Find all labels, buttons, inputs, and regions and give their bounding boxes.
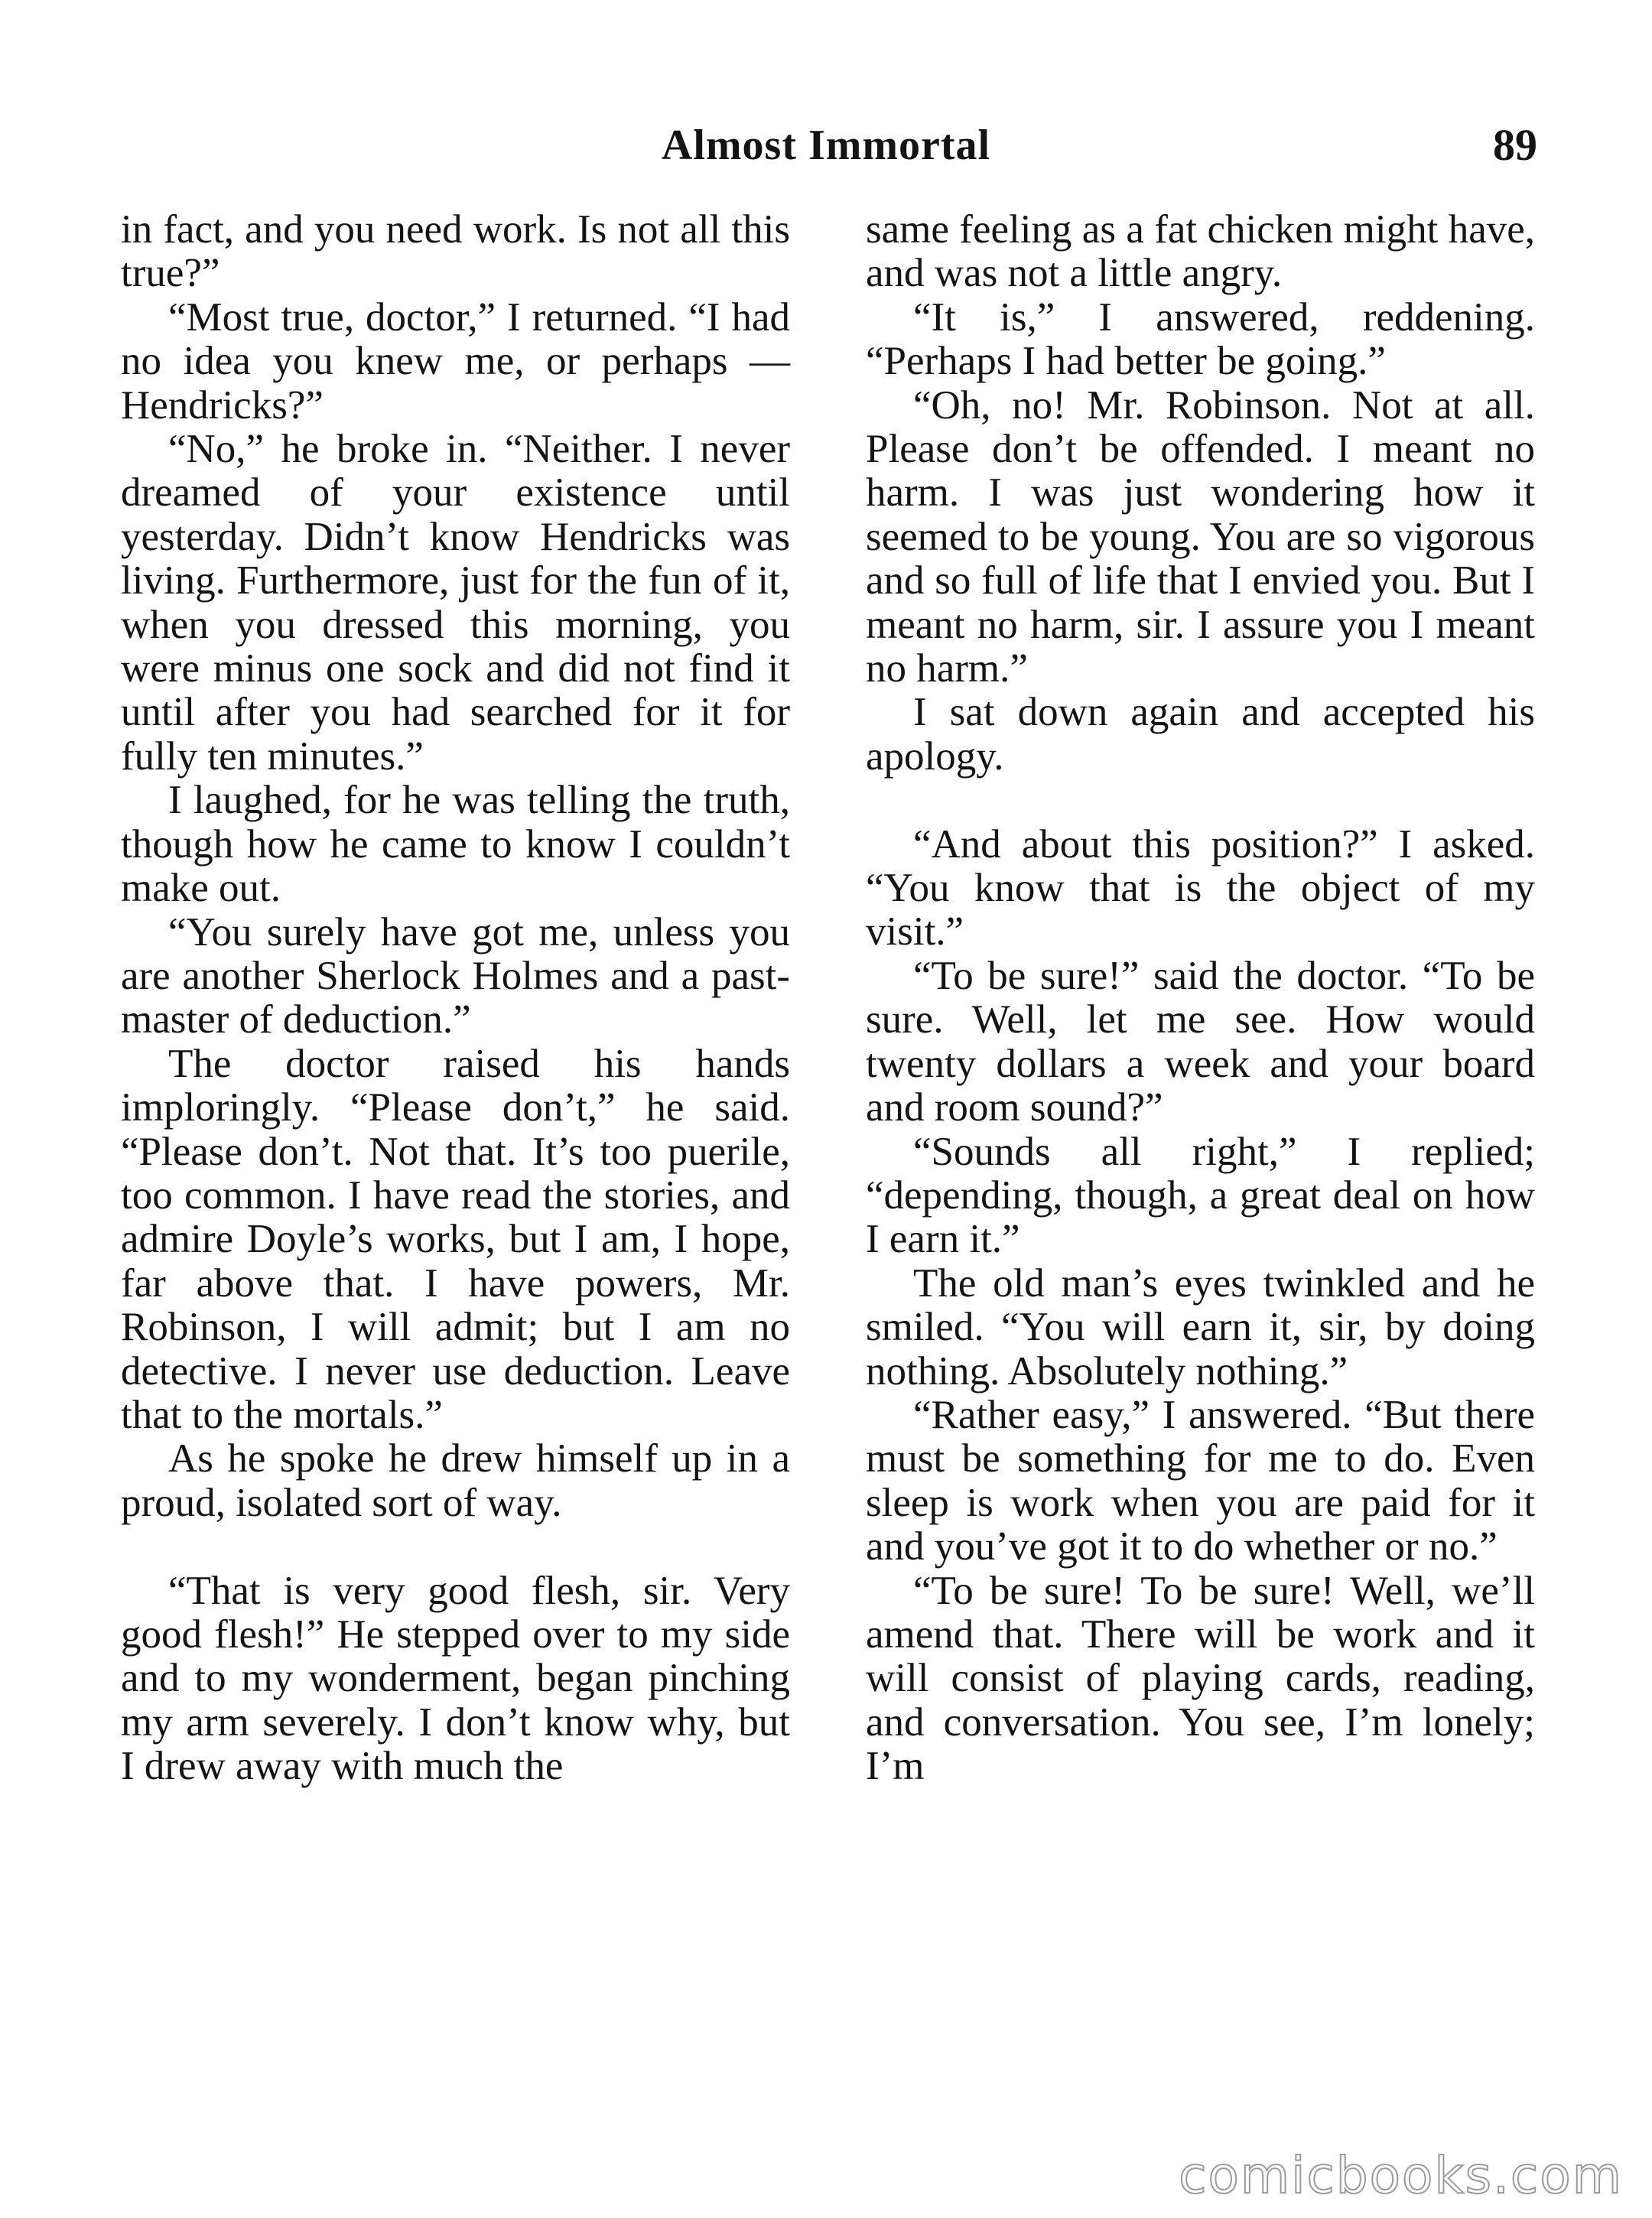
paragraph: same feeling as a fat chicken might have, and was not a little angry. [866,207,1535,296]
paragraph: I laughed, for he was telling the truth, though how he came to know I couldn’t make out. [121,778,790,911]
right-column [866,208,1535,1789]
paragraph: “To be sure!” said the doctor. “To be sure. Well, let me see. How would twenty dollars a week and your board and room sound?” [866,953,1535,1130]
paragraph: “Oh, no! Mr. Robinson. Not at all. Please don’t be offended. I meant no harm. I was just wondering how it seemed to be young. You are so vigorous and so full of life that I envied you. But I meant no harm, sir. I assure you I meant no harm.” [866,382,1535,691]
site-watermark: comicbooks.com [1179,2146,1623,2205]
paragraph: The doctor raised his hands imploringly. “Please don’t,” he said. “Please don’t. Not that. It’s too puerile, too common. I have read the stories, and admire Doyle’s works, but I am, I hope, far above that. I have powers, Mr. Robinson, I will admit; but I am no detective. I never use deduction. Leave that to the mortals.” [121,1041,790,1437]
paragraph: “You surely have got me, unless you are another Sherlock Holmes and a past-master of deduction.” [121,909,790,1042]
page-number: 89 [1493,120,1537,170]
paragraph: I sat down again and accepted his apology. [866,690,1535,779]
paragraph: “Most true, doctor,” I returned. “I had no idea you knew me, or perhaps — Hendricks?” [121,294,790,428]
paragraph: As he spoke he drew himself up in a proud, isolated sort of way. [121,1436,790,1525]
paragraph: in fact, and you need work. Is not all this true?” [121,207,790,296]
paragraph: “That is very good flesh, sir. Very good flesh!” He stepped over to my side and to my wonderment, began pinching my arm severely. I don’t know why, but I drew away with much the [121,1568,790,1789]
paragraph: The old man’s eyes twinkled and he smiled. “You will earn it, sir, by doing nothing. Absolutely nothing.” [866,1260,1535,1394]
left-column [121,208,790,1789]
paragraph: “It is,” I answered, reddening. “Perhaps I had better be going.” [866,294,1535,384]
paragraph: “To be sure! To be sure! Well, we’ll amend that. There will be work and it will consist of playing cards, reading, and conversation. You see, I’m lonely; I’m [866,1568,1535,1789]
running-title: Almost Immortal [661,122,991,169]
paragraph: “Rather easy,” I answered. “But there must be something for me to do. Even sleep is work when you are paid for it and you’ve got it to do whether or no.” [866,1392,1535,1569]
paragraph: “No,” he broke in. “Neither. I never dreamed of your existence until yesterday. Didn’t know Hendricks was living. Furthermore, just for the fun of it, when you dressed this morning, you were minus one sock and did not find it until after you had searched for it for fully ten minutes.” [121,427,790,779]
paragraph: “And about this position?” I asked. “You know that is the object of my visit.” [866,821,1535,955]
paragraph: “Sounds all right,” I replied; “depending, though, a great deal on how I earn it.” [866,1129,1535,1262]
